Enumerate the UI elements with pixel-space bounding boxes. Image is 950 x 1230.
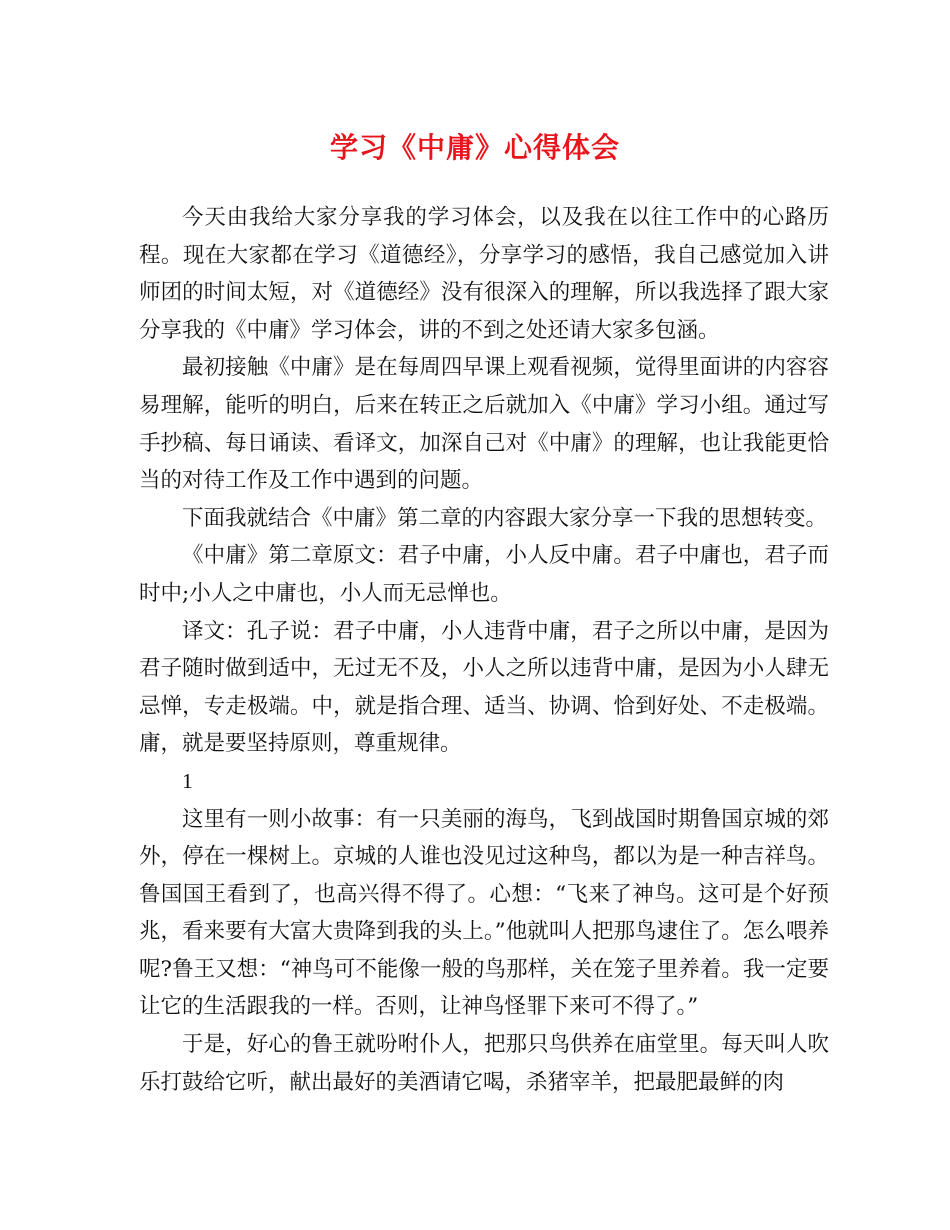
document-title: 学习《中庸》心得体会 xyxy=(329,131,620,164)
page-number: 1 xyxy=(182,768,193,793)
paragraph: 于是，好心的鲁王就吩咐仆人，把那只鸟供养在庙堂里。每天叫人吹乐打鼓给它听，献出最好的美酒请它喝，杀猪宰羊，把最肥最鲜的肉 xyxy=(139,1032,829,1095)
paragraph: 最初接触《中庸》是在每周四早课上观看视频，觉得里面讲的内容容易理解，能听的明白，后来在转正之后就加入《中庸》学习小组。通过写手抄稿、每日诵读、看译文，加深自己对《中庸》的理解，也让我能更恰当的对待工作及工作中遇到的问题。 xyxy=(139,355,829,494)
paragraph: 译文：孔子说：君子中庸，小人违背中庸，君子之所以中庸，是因为君子随时做到适中，无过无不及，小人之所以违背中庸，是因为小人肆无忌惮，专走极端。中，就是指合理、适当、协调、恰到好处、不走极端。庸，就是要坚持原则，尊重规律。 xyxy=(139,618,829,757)
paragraph: 这里有一则小故事：有一只美丽的海鸟，飞到战国时期鲁国京城的郊外，停在一棵树上。京城的人谁也没见过这种鸟，都以为是一种吉祥鸟。鲁国国王看到了，也高兴得不得了。心想：“飞来了神鸟。这可是个好预兆，看来要有大富大贵降到我的头上。”他就叫人把那鸟逮住了。怎么喂养呢?鲁王又想：“神鸟可不能像一般的鸟那样，关在笼子里养着。我一定要让它的生活跟我的一样。否则，让神鸟怪罪下来可不得了。” xyxy=(139,806,829,1020)
paragraph: 今天由我给大家分享我的学习体会，以及我在以往工作中的心路历程。现在大家都在学习《道德经》，分享学习的感悟，我自己感觉加入讲师团的时间太短，对《道德经》没有很深入的理解，所以我选择了跟大家分享我的《中庸》学习体会，讲的不到之处还请大家多包涵。 xyxy=(139,205,829,343)
paragraph: 《中庸》第二章原文：君子中庸，小人反中庸。君子中庸也，君子而时中;小人之中庸也，小人而无忌惮也。 xyxy=(139,543,829,606)
document-body xyxy=(139,199,829,1101)
paragraph: 下面我就结合《中庸》第二章的内容跟大家分享一下我的思想转变。 xyxy=(182,505,828,531)
